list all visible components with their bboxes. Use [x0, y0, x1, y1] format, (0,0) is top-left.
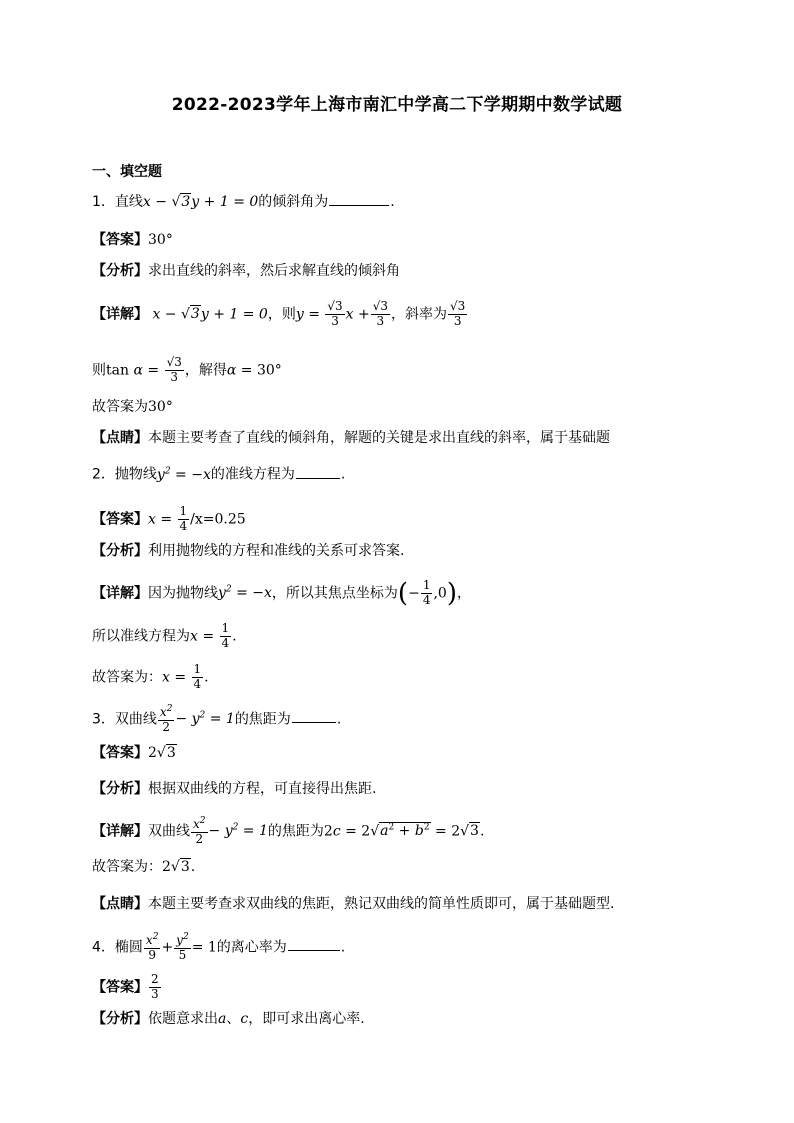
page-title: 2022-2023学年上海市南汇中学高二下学期期中数学试题 [171, 95, 623, 115]
q3-conclusion [92, 860, 195, 874]
q4-end: . [340, 939, 346, 956]
alpha-result: α = 30° [226, 362, 282, 379]
q1-detail-slope: ，斜率为 [391, 306, 448, 323]
fraction: $\frac{1}{4}$ [422, 578, 431, 607]
q1-detail-y: y = [295, 306, 325, 323]
detail-tag: 【详解】 [92, 823, 148, 840]
section-heading: 一、填空题 [92, 164, 162, 180]
q4-equals: = 1 [191, 939, 217, 956]
analysis-tag: 【分析】 [92, 1011, 148, 1027]
q3-question [92, 704, 341, 735]
paren-open: ( [397, 578, 409, 609]
q2-detail-eq: $y^2 = -x$ [218, 584, 272, 602]
q1-conclusion [92, 400, 173, 414]
q4-question [92, 932, 345, 963]
fraction: $\frac{√3}{3}$ [372, 299, 389, 328]
q2-detail-pre: 因为抛物线 [148, 585, 218, 602]
q2-equation: $y^2 = -x$ [156, 466, 211, 483]
q1-equation: x − √3y + 1 = 0 [142, 194, 259, 210]
q1-answer-value: 30° [148, 232, 173, 248]
analysis-tag: 【分析】 [92, 543, 148, 559]
q2-conclusion [92, 663, 209, 692]
fraction: $\frac{1}{4}$ [193, 662, 202, 691]
q2-detail [92, 579, 471, 608]
var-x: x = [190, 628, 219, 645]
q2-answer-alt: /x=0.25 [190, 511, 246, 528]
q3-l3-value: 2√3. [162, 859, 196, 875]
q1-l3-text: 故答案为 [92, 399, 148, 415]
analysis-tag: 【分析】 [92, 781, 148, 797]
paren-close: ) [446, 578, 457, 609]
q1-analysis [92, 264, 400, 278]
q2-analysis [92, 544, 404, 558]
var-x: x = [162, 669, 191, 686]
var-x: x + [345, 306, 370, 323]
q4-analysis-a: 依题意求出 [148, 1011, 218, 1027]
fraction: $\frac{√3}{3}$ [166, 355, 182, 384]
q3-number: 3． [92, 711, 115, 728]
q1-l2-pre: 则 [92, 362, 106, 379]
q4-number: 4． [92, 939, 115, 956]
q2-detail-end: ， [456, 585, 471, 602]
q1-text-post: 的倾斜角为 [258, 194, 329, 210]
detail-tag: 【详解】 [92, 306, 148, 323]
answer-tag: 【答案】 [92, 511, 148, 528]
period: . [204, 669, 209, 686]
q4-analysis-sep: 、 [226, 1011, 241, 1027]
period: . [232, 628, 237, 645]
q3-detail-eq: − $y^2 = 1$ [208, 822, 268, 840]
q1-question [92, 195, 395, 209]
q4-answer [92, 973, 162, 1002]
fraction: $\frac{2}{3}$ [151, 972, 159, 1001]
q3-answer [92, 746, 177, 760]
q2-answer [92, 505, 246, 534]
q3-detail-pre: 双曲线 [148, 823, 190, 840]
q1-l2-mid: ，解得 [184, 362, 227, 379]
q4-analysis-b: ，即可求出离心率. [248, 1011, 365, 1027]
answer-blank [288, 948, 340, 951]
coord-zero: ,0 [433, 585, 447, 602]
q3-detail-mid: 的焦距为 [267, 823, 324, 840]
q3-analysis-text: 根据双曲线的方程，可直接得出焦距. [148, 781, 377, 797]
fraction: $\frac{y^2}{5}$ [176, 932, 189, 962]
q1-number: 1． [92, 194, 115, 210]
q2-question [92, 467, 345, 482]
answer-tag: 【答案】 [92, 745, 148, 761]
q3-text-post: 的焦距为 [234, 711, 291, 728]
q1-comment [92, 431, 610, 445]
minus-sign: − [408, 585, 420, 602]
answer-blank [329, 203, 389, 206]
answer-blank [296, 476, 340, 479]
q3-analysis [92, 782, 376, 796]
fraction: $\frac{x^2}{2}$ [193, 816, 206, 846]
answer-tag: 【答案】 [92, 979, 148, 996]
plus-sign: + [161, 939, 174, 956]
answer-tag: 【答案】 [92, 232, 148, 248]
fraction: $\frac{√3}{3}$ [327, 299, 343, 328]
var-a: a [218, 1011, 227, 1027]
q2-end: . [340, 466, 346, 483]
comment-tag: 【点睛】 [92, 896, 148, 912]
q3-detail [92, 816, 484, 847]
var-x: x = [148, 511, 177, 528]
q4-analysis [92, 1012, 365, 1026]
q1-detail-eq: x − √3y + 1 = 0 [152, 306, 268, 323]
q3-l3-text: 故答案为： [92, 859, 162, 875]
q1-comment-text: 本题主要考查了直线的倾斜角，解题的关键是求出直线的斜率，属于基础题 [148, 430, 610, 446]
var-c: c [240, 1011, 249, 1027]
q1-detail-then: ，则 [267, 306, 296, 323]
q4-text-post: 的离心率为 [216, 939, 287, 956]
q3-focal-formula: $2c = 2√a^2 + b^2 = 2√3$. [323, 822, 485, 840]
q3-equation: − $y^2 = 1$ [175, 710, 235, 728]
q2-l3-text: 故答案为： [92, 669, 162, 686]
analysis-tag: 【分析】 [92, 263, 148, 279]
detail-tag: 【详解】 [92, 585, 148, 602]
q2-l2-text: 所以准线方程为 [92, 628, 190, 645]
q1-l3-value: 30° [148, 399, 173, 415]
fraction: $\frac{1}{4}$ [221, 621, 230, 650]
q3-answer-value: 2√3 [148, 745, 176, 761]
tan-alpha: tan α = [106, 362, 164, 379]
answer-blank [292, 720, 336, 723]
q1-analysis-text: 求出直线的斜率，然后求解直线的倾斜角 [148, 263, 400, 279]
q2-number: 2． [92, 466, 115, 483]
fraction: $\frac{1}{4}$ [179, 504, 188, 533]
q1-text-pre: 直线 [114, 194, 143, 210]
fraction: $\frac{√3}{3}$ [450, 299, 466, 328]
q4-text-pre: 椭圆 [114, 939, 143, 956]
q1-end: . [390, 194, 395, 210]
fraction: $\frac{x^2}{9}$ [145, 932, 159, 962]
q3-comment [92, 897, 614, 911]
q2-detail-mid: ，所以其焦点坐标为 [271, 585, 398, 602]
q3-text-pre: 双曲线 [114, 711, 157, 728]
q1-detail-line2 [92, 356, 282, 385]
q3-comment-text: 本题主要考查求双曲线的焦距，熟记双曲线的简单性质即可，属于基础题型. [148, 896, 615, 912]
q2-text-pre: 抛物线 [114, 466, 157, 483]
q1-answer [92, 233, 173, 247]
q2-analysis-text: 利用抛物线的方程和准线的关系可求答案. [148, 543, 405, 559]
fraction: $\frac{x^2}{2}$ [159, 704, 173, 734]
q2-text-post: 的准线方程为 [210, 466, 295, 483]
q1-detail [92, 300, 468, 329]
q3-end: . [336, 711, 342, 728]
q2-directrix [92, 622, 237, 651]
comment-tag: 【点睛】 [92, 430, 148, 446]
